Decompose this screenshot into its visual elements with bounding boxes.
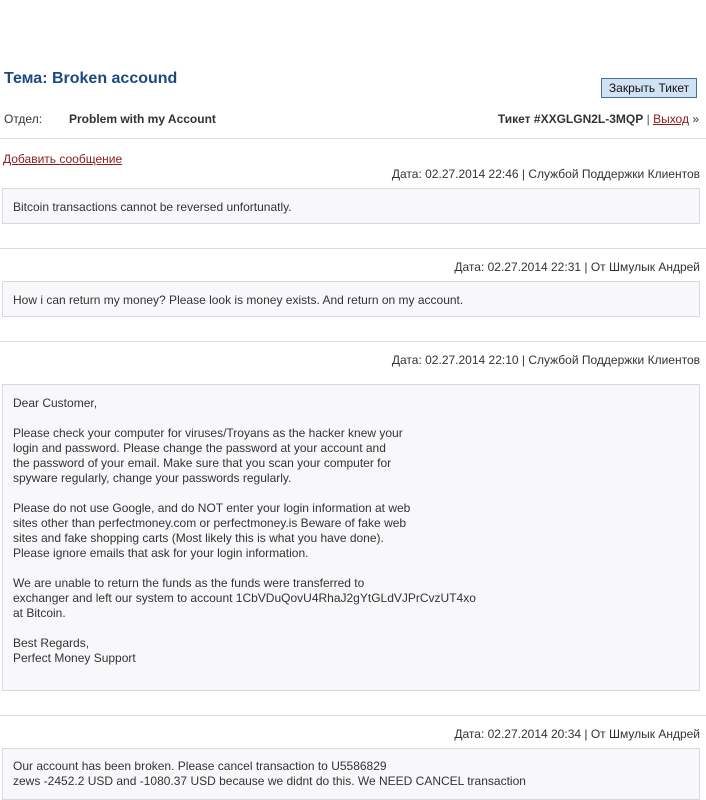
message-meta: Дата: 02.27.2014 22:46 | Службой Поддержки Клиентов <box>391 167 700 181</box>
message-box <box>2 188 700 224</box>
message-line <box>13 411 689 426</box>
message-box <box>2 748 700 800</box>
divider <box>0 715 706 716</box>
message-line <box>13 486 689 501</box>
message-line: at Bitcoin. <box>13 606 66 620</box>
message-line: Please ignore emails that ask for your login information. <box>13 546 309 560</box>
add-message-link[interactable]: Добавить сообщение <box>3 152 123 166</box>
message-line: Dear Customer, <box>13 396 98 410</box>
divider <box>0 341 706 342</box>
message-line: Our account has been broken. Please cancel transaction to U5586829 <box>13 759 387 773</box>
message-meta: Дата: 02.27.2014 22:31 | От Шмулык Андрей <box>454 260 700 274</box>
message-line <box>13 561 689 576</box>
message-line: Please check your computer for viruses/Troyans as the hacker knew your <box>13 426 403 440</box>
message-box <box>2 281 700 317</box>
ticket-info <box>498 112 699 126</box>
message-line: spyware regularly, change your passwords regularly. <box>13 471 292 485</box>
message-box <box>2 384 700 691</box>
chevron-right-icon: » <box>692 112 699 126</box>
message-text: How i can return my money? Please look is money exists. And return on my account. <box>13 293 464 307</box>
divider <box>0 138 706 139</box>
message-meta: Дата: 02.27.2014 20:34 | От Шмулык Андрей <box>454 727 700 741</box>
message-meta: Дата: 02.27.2014 22:10 | Службой Поддержки Клиентов <box>391 353 700 367</box>
divider <box>0 248 706 249</box>
message-line <box>13 621 689 636</box>
message-line: We are unable to return the funds as the funds were transferred to <box>13 576 365 590</box>
message-line: exchanger and left our system to account 1CbVDuQovU4RhaJ2gYtGLdVJPrCvzUT4xo <box>13 591 476 605</box>
message-line: Perfect Money Support <box>13 651 136 665</box>
ticket-number: Тикет #XXGLGN2L-3MQP <box>497 112 644 126</box>
separator: | <box>646 112 650 126</box>
message-line: login and password. Please change the password at your account and <box>13 441 386 455</box>
department-value: Problem with my Account <box>69 112 216 126</box>
message-line: Best Regards, <box>13 636 90 650</box>
message-line: Please do not use Google, and do NOT enter your login information at web <box>13 501 411 515</box>
message-line: zews -2452.2 USD and -1080.37 USD because we didnt do this. We NEED CANCEL transaction <box>13 774 526 788</box>
message-text: Bitcoin transactions cannot be reversed unfortunatly. <box>13 200 292 214</box>
close-ticket-button[interactable]: Закрыть Тикет <box>601 78 697 98</box>
ticket-title: Тема: Broken accound <box>4 70 178 87</box>
message-line: the password of your email. Make sure that you scan your computer for <box>13 456 392 470</box>
message-line: sites other than perfectmoney.com or perfectmoney.is Beware of fake web <box>13 516 407 530</box>
logout-link[interactable]: Выход <box>653 112 689 126</box>
department-label: Отдел: <box>4 112 43 126</box>
message-line: sites and fake shopping carts (Most likely this is what you have done). <box>13 531 384 545</box>
